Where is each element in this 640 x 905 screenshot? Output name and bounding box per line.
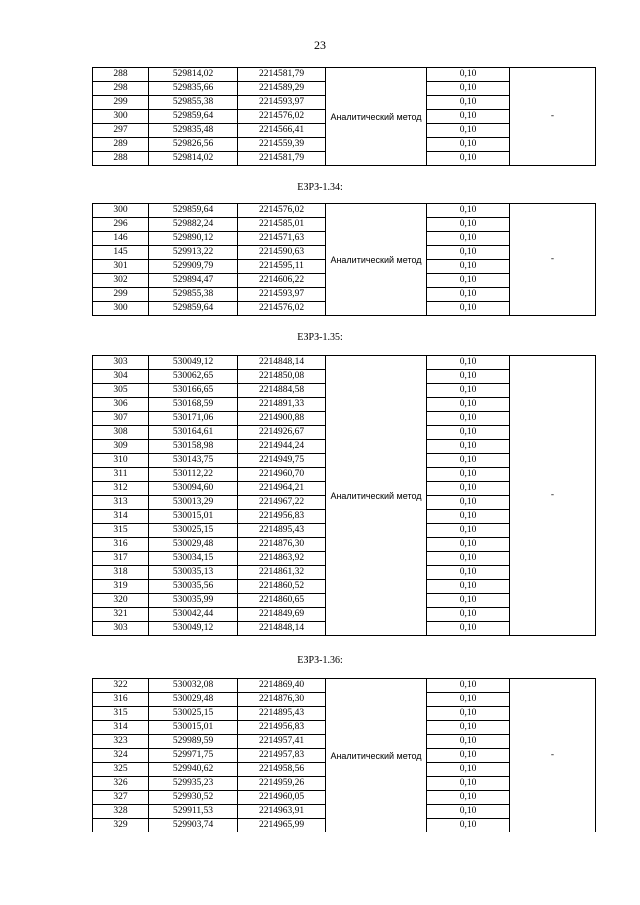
table-row bbox=[93, 679, 596, 693]
accuracy-cell: 0,10 bbox=[427, 721, 510, 735]
y-coordinate-cell: 2214576,02 bbox=[238, 302, 326, 316]
accuracy-cell: 0,10 bbox=[427, 622, 510, 636]
y-coordinate-cell: 2214960,05 bbox=[238, 791, 326, 805]
y-coordinate-cell: 2214956,83 bbox=[238, 721, 326, 735]
x-coordinate-cell: 529826,56 bbox=[149, 138, 238, 152]
y-coordinate-cell: 2214576,02 bbox=[238, 110, 326, 124]
point-number-cell: 300 bbox=[93, 110, 149, 124]
y-coordinate-cell: 2214571,63 bbox=[238, 232, 326, 246]
method-cell: Аналитический метод bbox=[326, 356, 427, 636]
y-coordinate-cell: 2214593,97 bbox=[238, 288, 326, 302]
point-number-cell: 328 bbox=[93, 805, 149, 819]
accuracy-cell: 0,10 bbox=[427, 735, 510, 749]
point-number-cell: 146 bbox=[93, 232, 149, 246]
y-coordinate-cell: 2214965,99 bbox=[238, 819, 326, 833]
y-coordinate-cell: 2214595,11 bbox=[238, 260, 326, 274]
x-coordinate-cell: 530035,13 bbox=[149, 566, 238, 580]
x-coordinate-cell: 529903,74 bbox=[149, 819, 238, 833]
x-coordinate-cell: 530049,12 bbox=[149, 622, 238, 636]
coordinates-table-1-36 bbox=[92, 678, 596, 832]
x-coordinate-cell: 529859,64 bbox=[149, 302, 238, 316]
accuracy-cell: 0,10 bbox=[427, 204, 510, 218]
table-row bbox=[93, 356, 596, 370]
x-coordinate-cell: 529940,62 bbox=[149, 763, 238, 777]
y-coordinate-cell: 2214585,01 bbox=[238, 218, 326, 232]
y-coordinate-cell: 2214860,52 bbox=[238, 580, 326, 594]
y-coordinate-cell: 2214957,41 bbox=[238, 735, 326, 749]
x-coordinate-cell: 530049,12 bbox=[149, 356, 238, 370]
accuracy-cell: 0,10 bbox=[427, 398, 510, 412]
accuracy-cell: 0,10 bbox=[427, 594, 510, 608]
point-number-cell: 325 bbox=[93, 763, 149, 777]
y-coordinate-cell: 2214926,67 bbox=[238, 426, 326, 440]
accuracy-cell: 0,10 bbox=[427, 412, 510, 426]
y-coordinate-cell: 2214891,33 bbox=[238, 398, 326, 412]
y-coordinate-cell: 2214958,56 bbox=[238, 763, 326, 777]
x-coordinate-cell: 529894,47 bbox=[149, 274, 238, 288]
point-number-cell: 322 bbox=[93, 679, 149, 693]
coordinates-table-1-35 bbox=[92, 355, 596, 636]
accuracy-cell: 0,10 bbox=[427, 82, 510, 96]
accuracy-cell: 0,10 bbox=[427, 496, 510, 510]
point-number-cell: 318 bbox=[93, 566, 149, 580]
accuracy-cell: 0,10 bbox=[427, 819, 510, 833]
y-coordinate-cell: 2214956,83 bbox=[238, 510, 326, 524]
y-coordinate-cell: 2214566,41 bbox=[238, 124, 326, 138]
y-coordinate-cell: 2214848,14 bbox=[238, 356, 326, 370]
accuracy-cell: 0,10 bbox=[427, 763, 510, 777]
x-coordinate-cell: 530029,48 bbox=[149, 538, 238, 552]
point-number-cell: 296 bbox=[93, 218, 149, 232]
x-coordinate-cell: 529835,48 bbox=[149, 124, 238, 138]
point-number-cell: 310 bbox=[93, 454, 149, 468]
point-number-cell: 301 bbox=[93, 260, 149, 274]
accuracy-cell: 0,10 bbox=[427, 566, 510, 580]
point-number-cell: 320 bbox=[93, 594, 149, 608]
x-coordinate-cell: 529909,79 bbox=[149, 260, 238, 274]
accuracy-cell: 0,10 bbox=[427, 707, 510, 721]
point-number-cell: 326 bbox=[93, 777, 149, 791]
point-number-cell: 305 bbox=[93, 384, 149, 398]
accuracy-cell: 0,10 bbox=[427, 152, 510, 166]
x-coordinate-cell: 530164,61 bbox=[149, 426, 238, 440]
point-number-cell: 300 bbox=[93, 204, 149, 218]
x-coordinate-cell: 529855,38 bbox=[149, 288, 238, 302]
coordinates-table-0 bbox=[92, 67, 596, 166]
x-coordinate-cell: 530035,99 bbox=[149, 594, 238, 608]
y-coordinate-cell: 2214593,97 bbox=[238, 96, 326, 110]
method-cell: Аналитический метод bbox=[326, 68, 427, 166]
x-coordinate-cell: 530168,59 bbox=[149, 398, 238, 412]
point-number-cell: 329 bbox=[93, 819, 149, 833]
accuracy-cell: 0,10 bbox=[427, 482, 510, 496]
point-number-cell: 317 bbox=[93, 552, 149, 566]
y-coordinate-cell: 2214957,83 bbox=[238, 749, 326, 763]
x-coordinate-cell: 529814,02 bbox=[149, 152, 238, 166]
point-number-cell: 309 bbox=[93, 440, 149, 454]
accuracy-cell: 0,10 bbox=[427, 552, 510, 566]
point-number-cell: 299 bbox=[93, 288, 149, 302]
point-number-cell: 321 bbox=[93, 608, 149, 622]
y-coordinate-cell: 2214576,02 bbox=[238, 204, 326, 218]
x-coordinate-cell: 530034,15 bbox=[149, 552, 238, 566]
point-number-cell: 289 bbox=[93, 138, 149, 152]
method-cell: Аналитический метод bbox=[326, 204, 427, 316]
x-coordinate-cell: 530013,29 bbox=[149, 496, 238, 510]
point-number-cell: 299 bbox=[93, 96, 149, 110]
point-number-cell: 300 bbox=[93, 302, 149, 316]
point-number-cell: 316 bbox=[93, 538, 149, 552]
x-coordinate-cell: 529859,64 bbox=[149, 110, 238, 124]
accuracy-cell: 0,10 bbox=[427, 232, 510, 246]
point-number-cell: 319 bbox=[93, 580, 149, 594]
y-coordinate-cell: 2214590,63 bbox=[238, 246, 326, 260]
y-coordinate-cell: 2214960,70 bbox=[238, 468, 326, 482]
y-coordinate-cell: 2214589,29 bbox=[238, 82, 326, 96]
point-number-cell: 304 bbox=[93, 370, 149, 384]
accuracy-cell: 0,10 bbox=[427, 749, 510, 763]
x-coordinate-cell: 530032,08 bbox=[149, 679, 238, 693]
y-coordinate-cell: 2214949,75 bbox=[238, 454, 326, 468]
y-coordinate-cell: 2214963,91 bbox=[238, 805, 326, 819]
point-number-cell: 302 bbox=[93, 274, 149, 288]
y-coordinate-cell: 2214861,32 bbox=[238, 566, 326, 580]
point-number-cell: 288 bbox=[93, 68, 149, 82]
accuracy-cell: 0,10 bbox=[427, 805, 510, 819]
accuracy-cell: 0,10 bbox=[427, 791, 510, 805]
point-number-cell: 303 bbox=[93, 622, 149, 636]
accuracy-cell: 0,10 bbox=[427, 608, 510, 622]
y-coordinate-cell: 2214850,08 bbox=[238, 370, 326, 384]
x-coordinate-cell: 529913,22 bbox=[149, 246, 238, 260]
empty-mark-cell: - bbox=[510, 204, 596, 316]
accuracy-cell: 0,10 bbox=[427, 274, 510, 288]
x-coordinate-cell: 530171,06 bbox=[149, 412, 238, 426]
x-coordinate-cell: 530025,15 bbox=[149, 524, 238, 538]
point-number-cell: 313 bbox=[93, 496, 149, 510]
accuracy-cell: 0,10 bbox=[427, 454, 510, 468]
point-number-cell: 314 bbox=[93, 510, 149, 524]
accuracy-cell: 0,10 bbox=[427, 693, 510, 707]
point-number-cell: 303 bbox=[93, 356, 149, 370]
y-coordinate-cell: 2214581,79 bbox=[238, 68, 326, 82]
empty-mark-cell: - bbox=[510, 356, 596, 636]
point-number-cell: 312 bbox=[93, 482, 149, 496]
x-coordinate-cell: 530166,65 bbox=[149, 384, 238, 398]
y-coordinate-cell: 2214900,88 bbox=[238, 412, 326, 426]
accuracy-cell: 0,10 bbox=[427, 288, 510, 302]
point-number-cell: 315 bbox=[93, 524, 149, 538]
accuracy-cell: 0,10 bbox=[427, 777, 510, 791]
accuracy-cell: 0,10 bbox=[427, 246, 510, 260]
point-number-cell: 315 bbox=[93, 707, 149, 721]
y-coordinate-cell: 2214863,92 bbox=[238, 552, 326, 566]
x-coordinate-cell: 530015,01 bbox=[149, 510, 238, 524]
accuracy-cell: 0,10 bbox=[427, 468, 510, 482]
x-coordinate-cell: 530158,98 bbox=[149, 440, 238, 454]
point-number-cell: 306 bbox=[93, 398, 149, 412]
point-number-cell: 316 bbox=[93, 693, 149, 707]
x-coordinate-cell: 530025,15 bbox=[149, 707, 238, 721]
x-coordinate-cell: 529935,23 bbox=[149, 777, 238, 791]
y-coordinate-cell: 2214959,26 bbox=[238, 777, 326, 791]
y-coordinate-cell: 2214849,69 bbox=[238, 608, 326, 622]
point-number-cell: 307 bbox=[93, 412, 149, 426]
section-caption-1-36: ЕЗРЗ-1.36: bbox=[297, 655, 343, 666]
accuracy-cell: 0,10 bbox=[427, 440, 510, 454]
accuracy-cell: 0,10 bbox=[427, 384, 510, 398]
accuracy-cell: 0,10 bbox=[427, 370, 510, 384]
x-coordinate-cell: 529911,53 bbox=[149, 805, 238, 819]
accuracy-cell: 0,10 bbox=[427, 138, 510, 152]
accuracy-cell: 0,10 bbox=[427, 679, 510, 693]
page-number: 23 bbox=[314, 38, 326, 52]
coordinates-table-1-34 bbox=[92, 203, 596, 316]
y-coordinate-cell: 2214895,43 bbox=[238, 524, 326, 538]
x-coordinate-cell: 530029,48 bbox=[149, 693, 238, 707]
x-coordinate-cell: 529855,38 bbox=[149, 96, 238, 110]
accuracy-cell: 0,10 bbox=[427, 524, 510, 538]
method-cell: Аналитический метод bbox=[326, 679, 427, 833]
y-coordinate-cell: 2214944,24 bbox=[238, 440, 326, 454]
accuracy-cell: 0,10 bbox=[427, 426, 510, 440]
point-number-cell: 297 bbox=[93, 124, 149, 138]
accuracy-cell: 0,10 bbox=[427, 110, 510, 124]
x-coordinate-cell: 529882,24 bbox=[149, 218, 238, 232]
point-number-cell: 323 bbox=[93, 735, 149, 749]
y-coordinate-cell: 2214860,65 bbox=[238, 594, 326, 608]
point-number-cell: 324 bbox=[93, 749, 149, 763]
x-coordinate-cell: 529835,66 bbox=[149, 82, 238, 96]
x-coordinate-cell: 529890,12 bbox=[149, 232, 238, 246]
x-coordinate-cell: 529814,02 bbox=[149, 68, 238, 82]
point-number-cell: 288 bbox=[93, 152, 149, 166]
accuracy-cell: 0,10 bbox=[427, 302, 510, 316]
x-coordinate-cell: 530112,22 bbox=[149, 468, 238, 482]
x-coordinate-cell: 530062,65 bbox=[149, 370, 238, 384]
y-coordinate-cell: 2214967,22 bbox=[238, 496, 326, 510]
accuracy-cell: 0,10 bbox=[427, 356, 510, 370]
section-caption-1-34: ЕЗРЗ-1.34: bbox=[297, 182, 343, 193]
empty-mark-cell: - bbox=[510, 68, 596, 166]
accuracy-cell: 0,10 bbox=[427, 68, 510, 82]
y-coordinate-cell: 2214895,43 bbox=[238, 707, 326, 721]
x-coordinate-cell: 530094,60 bbox=[149, 482, 238, 496]
accuracy-cell: 0,10 bbox=[427, 260, 510, 274]
y-coordinate-cell: 2214869,40 bbox=[238, 679, 326, 693]
x-coordinate-cell: 530143,75 bbox=[149, 454, 238, 468]
x-coordinate-cell: 530042,44 bbox=[149, 608, 238, 622]
point-number-cell: 298 bbox=[93, 82, 149, 96]
accuracy-cell: 0,10 bbox=[427, 124, 510, 138]
empty-mark-cell: - bbox=[510, 679, 596, 833]
point-number-cell: 314 bbox=[93, 721, 149, 735]
x-coordinate-cell: 529859,64 bbox=[149, 204, 238, 218]
accuracy-cell: 0,10 bbox=[427, 538, 510, 552]
accuracy-cell: 0,10 bbox=[427, 510, 510, 524]
table-row bbox=[93, 204, 596, 218]
point-number-cell: 308 bbox=[93, 426, 149, 440]
table-row bbox=[93, 68, 596, 82]
point-number-cell: 311 bbox=[93, 468, 149, 482]
y-coordinate-cell: 2214848,14 bbox=[238, 622, 326, 636]
y-coordinate-cell: 2214581,79 bbox=[238, 152, 326, 166]
y-coordinate-cell: 2214884,58 bbox=[238, 384, 326, 398]
x-coordinate-cell: 529930,52 bbox=[149, 791, 238, 805]
x-coordinate-cell: 529971,75 bbox=[149, 749, 238, 763]
point-number-cell: 327 bbox=[93, 791, 149, 805]
y-coordinate-cell: 2214964,21 bbox=[238, 482, 326, 496]
y-coordinate-cell: 2214876,30 bbox=[238, 538, 326, 552]
y-coordinate-cell: 2214606,22 bbox=[238, 274, 326, 288]
x-coordinate-cell: 530015,01 bbox=[149, 721, 238, 735]
x-coordinate-cell: 530035,56 bbox=[149, 580, 238, 594]
y-coordinate-cell: 2214559,39 bbox=[238, 138, 326, 152]
accuracy-cell: 0,10 bbox=[427, 218, 510, 232]
section-caption-1-35: ЕЗРЗ-1.35: bbox=[297, 332, 343, 343]
point-number-cell: 145 bbox=[93, 246, 149, 260]
accuracy-cell: 0,10 bbox=[427, 96, 510, 110]
y-coordinate-cell: 2214876,30 bbox=[238, 693, 326, 707]
x-coordinate-cell: 529989,59 bbox=[149, 735, 238, 749]
accuracy-cell: 0,10 bbox=[427, 580, 510, 594]
